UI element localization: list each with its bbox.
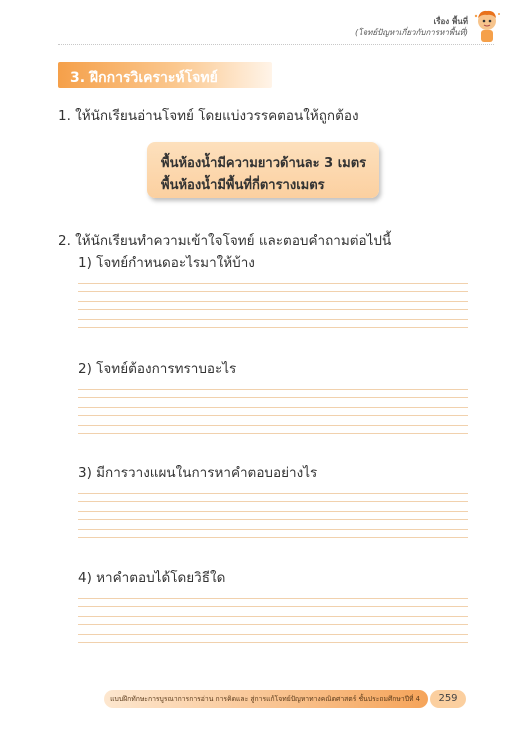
footer-bar <box>104 690 428 708</box>
answer-lines-3[interactable] <box>78 493 468 538</box>
answer-lines-4[interactable] <box>78 598 468 643</box>
header-title-block <box>355 16 468 38</box>
mascot-icon <box>472 8 502 48</box>
answer-lines-1[interactable] <box>78 283 468 328</box>
footer-text: แบบฝึกทักษะการบูรณาการการอ่าน การคิดและ สู่การแก้โจทย์ปัญหาทางคณิตศาสตร์ ชั้นประถมศึกษาปีที่ 4 <box>110 695 420 703</box>
section-banner <box>58 62 272 88</box>
problem-line-2: พื้นห้องน้ำมีพื้นที่กี่ตารางเมตร <box>161 178 325 193</box>
problem-box <box>147 142 379 198</box>
section-heading: 3. ฝึกการวิเคราะห์โจทย์ <box>70 70 218 86</box>
question-2: 2. ให้นักเรียนทำความเข้าใจโจทย์ และตอบคำถามต่อไปนี้ <box>58 233 392 249</box>
question-1: 1. ให้นักเรียนอ่านโจทย์ โดยแบ่งวรรคตอนให้ถูกต้อง <box>58 108 359 124</box>
chapter-subtitle: (โจทย์ปัญหาเกี่ยวกับการหาพื้นที่) <box>355 28 468 37</box>
sub-question-3: 3) มีการวางแผนในการหาคำตอบอย่างไร <box>78 465 318 481</box>
header-divider <box>58 44 494 45</box>
sub-question-4: 4) หาคำตอบได้โดยวิธีใด <box>78 570 226 586</box>
chapter-title: เรื่อง พื้นที่ <box>433 17 468 26</box>
sub-question-1: 1) โจทย์กำหนดอะไรมาให้บ้าง <box>78 255 255 271</box>
problem-line-1: พื้นห้องน้ำมีความยาวด้านละ 3 เมตร <box>161 156 367 171</box>
answer-lines-2[interactable] <box>78 389 468 434</box>
page-number: 259 <box>430 690 466 708</box>
sub-question-2: 2) โจทย์ต้องการทราบอะไร <box>78 361 237 377</box>
